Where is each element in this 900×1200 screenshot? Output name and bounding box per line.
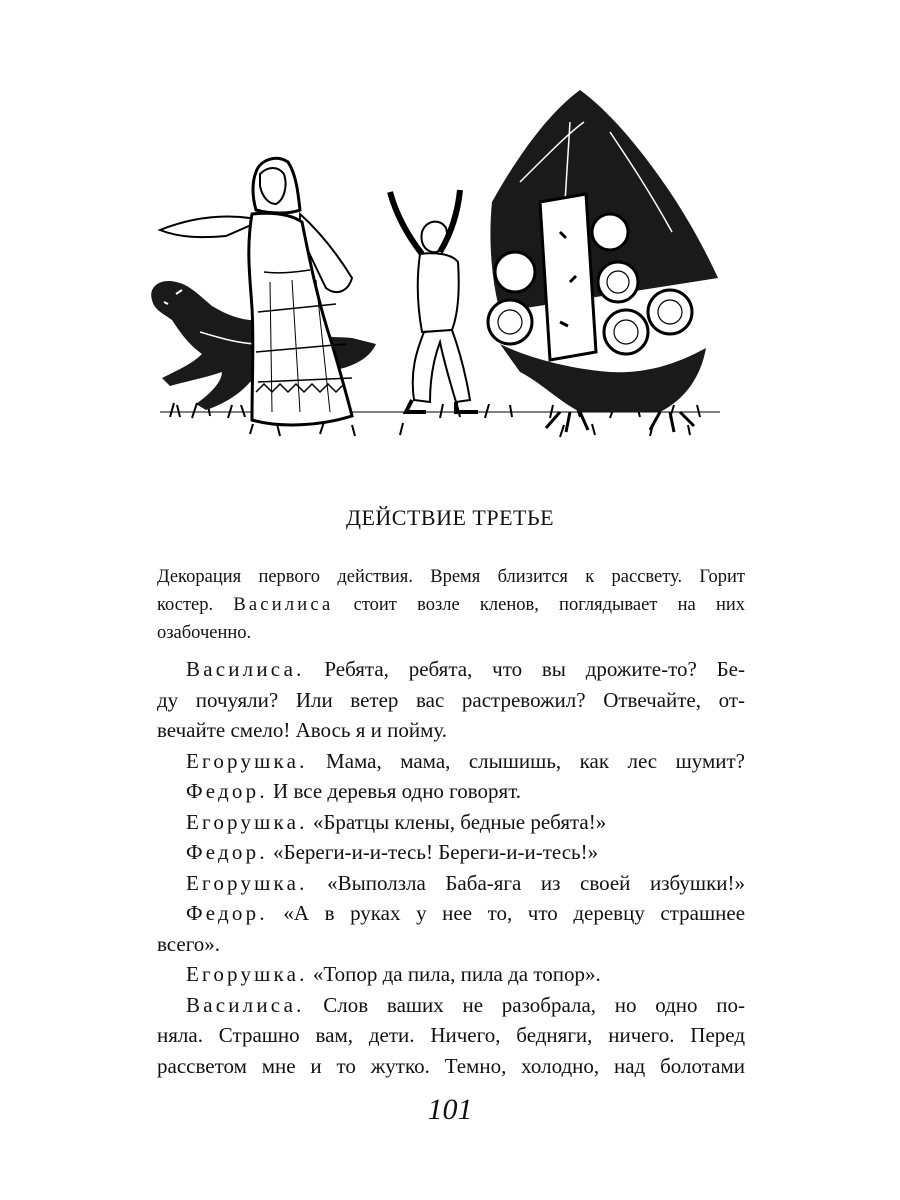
speaker-name: Федор. <box>186 840 268 864</box>
illustration <box>140 82 740 472</box>
dialogue-line <box>157 990 745 1021</box>
speaker-name: Егорушка. <box>186 809 308 834</box>
dialogue-line <box>157 898 745 929</box>
dialogue-line: вечайте смело! Авось я и пойму. <box>157 718 448 742</box>
line-text: «Береги-и-и-тесь! Береги-и-и-тесь!» <box>273 840 599 864</box>
character-name: Василиса <box>233 595 334 615</box>
page-number: 101 <box>427 1093 473 1126</box>
dialogue-line: няла. Страшно вам, дети. Ничего, бедняги, ничего. Перед <box>157 1023 745 1047</box>
stage-direction <box>157 563 745 647</box>
dialogue-line <box>157 807 745 838</box>
speaker-name: Егорушка. <box>186 962 308 986</box>
line-text: «Выползла Баба-яга из своей избушки!» <box>327 870 746 895</box>
stage-line-1: Декорация первого действия. Время близится к рассвету. Горит <box>157 567 745 587</box>
line-text: «Топор да пила, пила да топор». <box>312 962 601 986</box>
dialogue-line: рассветом мне и то жутко. Темно, холодно, над болотами <box>157 1053 745 1078</box>
speaker-name: Егорушка. <box>186 870 308 895</box>
speaker-name: Василиса. <box>186 657 305 681</box>
act-heading: ДЕЙСТВИЕ ТРЕТЬЕ <box>345 505 555 530</box>
dialogue-line <box>157 746 745 777</box>
speaker-name: Егорушка. <box>186 748 308 773</box>
dialogue-line <box>157 654 745 685</box>
stage-text: стоит возле кленов, поглядывает на них <box>353 595 745 615</box>
dialogue-line <box>157 959 745 990</box>
line-text: Слов ваших не разобрала, но одно по- <box>323 992 745 1017</box>
dialogue-line <box>157 868 745 899</box>
line-text: «А в руках у нее то, что деревцу страшнее <box>283 901 746 925</box>
line-text: Мама, мама, слышишь, как лес шумит? <box>326 748 746 773</box>
speaker-name: Федор. <box>186 779 268 803</box>
stage-line-2 <box>157 591 745 619</box>
stage-text: костер. <box>157 595 214 615</box>
speaker-name: Федор. <box>186 901 268 925</box>
line-text: Ребята, ребята, что вы дрожите-то? Бе- <box>324 657 745 681</box>
dialogue-line: всего». <box>157 931 221 956</box>
speaker-name: Василиса. <box>186 992 305 1017</box>
play-text <box>157 654 745 1081</box>
dialogue-line <box>157 776 745 807</box>
hut-figure <box>488 90 718 432</box>
line-text: «Братцы клены, бедные ребята!» <box>312 809 607 834</box>
boy-figure <box>390 190 478 412</box>
dialogue-line: ду почуяли? Или ветер вас растревожил? Отвечайте, от- <box>157 687 745 712</box>
stage-line-3: озабоченно. <box>157 623 252 643</box>
dialogue-line <box>157 837 745 868</box>
line-text: И все деревья одно говорят. <box>273 779 522 803</box>
